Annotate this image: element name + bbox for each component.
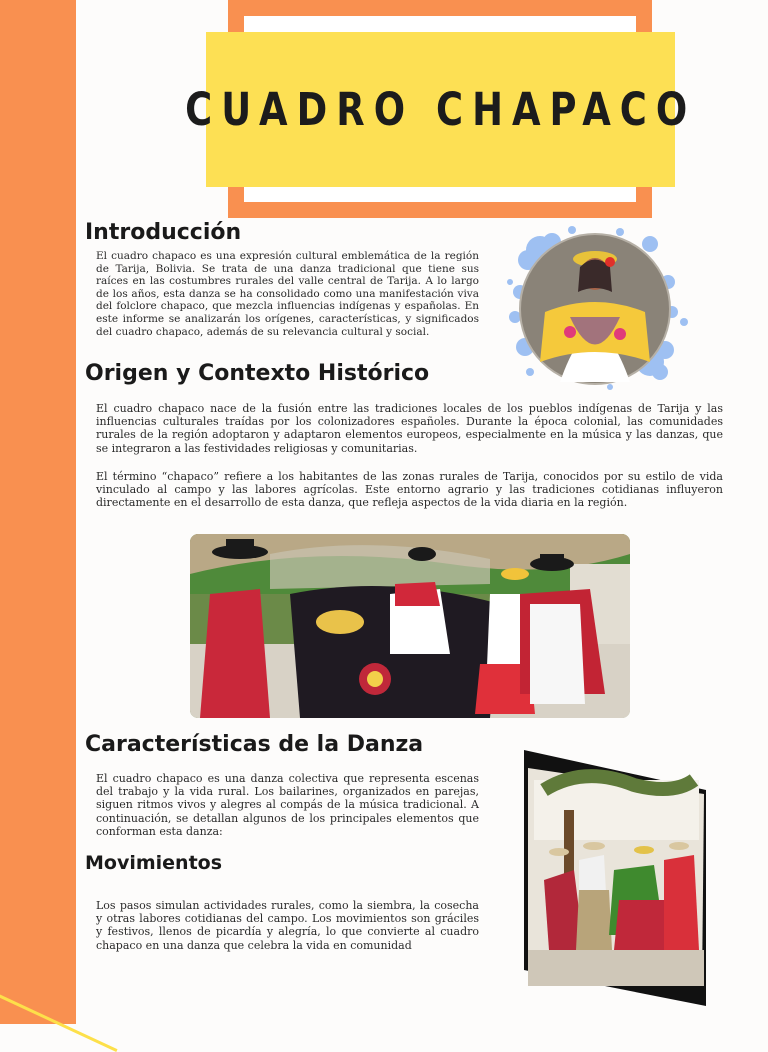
page-title: CUADRO CHAPACO xyxy=(184,83,697,136)
origin-heading: Origen y Contexto Histórico xyxy=(85,361,430,386)
movements-heading: Movimientos xyxy=(85,852,223,874)
portrait-image xyxy=(500,222,690,392)
left-decorative-band xyxy=(0,0,76,1024)
origin-paragraph-1: El cuadro chapaco nace de la fusión entre las tradiciones locales de los pueblos indígenas de Tarija y las influencias culturales traídas por los colonizadores españoles. Durante la época colonial, las comunidades rurales de la región adoptaron y adaptaron elementos europeos, especialmente en la música y las danzas, que se integraron a las festividades religiosas y comunitarias. xyxy=(96,402,723,455)
side-dance-photo xyxy=(524,750,706,1006)
movements-text: Los pasos simulan actividades rurales, como la siembra, la cosecha y otras labores cotidianas del campo. Los movimientos son gráciles y festivos, llenos de picardía y alegría, lo que convierte al cuadro chapaco en una danza que celebra la vida en comunidad xyxy=(96,899,479,952)
origin-paragraph-2: El término “chapaco” refiere a los habitantes de las zonas rurales de Tarija, conocidos por su estilo de vida vinculado al campo y las labores agrícolas. Este entorno agrario y las tradiciones cotidianas influyeron directamente en el desarrollo de esta danza, que refleja aspectos de la vida diaria en la región. xyxy=(96,470,723,510)
intro-text: El cuadro chapaco es una expresión cultural emblemática de la región de Tarija, Bolivia. Se trata de una danza tradicional que tiene sus raíces en las costumbres rurales del valle central de Tarija. A lo largo de los años, esta danza se ha consolidado como una manifestación viva del folclore chapaco, que mezcla influencias indígenas y españolas. En este informe se analizarán los orígenes, características, y significados del cuadro chapaco, además de su relevancia cultural y social. xyxy=(96,250,479,338)
yellow-accent-stroke xyxy=(0,990,118,1052)
features-heading: Características de la Danza xyxy=(85,732,424,757)
dance-photo xyxy=(190,534,630,718)
title-box xyxy=(184,32,697,187)
features-text: El cuadro chapaco es una danza colectiva que representa escenas del trabajo y la vida rural. Los bailarines, organizados en parejas, siguen ritmos vivos y alegres al compás de la música tradicional. A continuación, se detallan algunos de los principales elementos que conforman esta danza: xyxy=(96,772,479,838)
intro-heading: Introducción xyxy=(85,220,242,245)
